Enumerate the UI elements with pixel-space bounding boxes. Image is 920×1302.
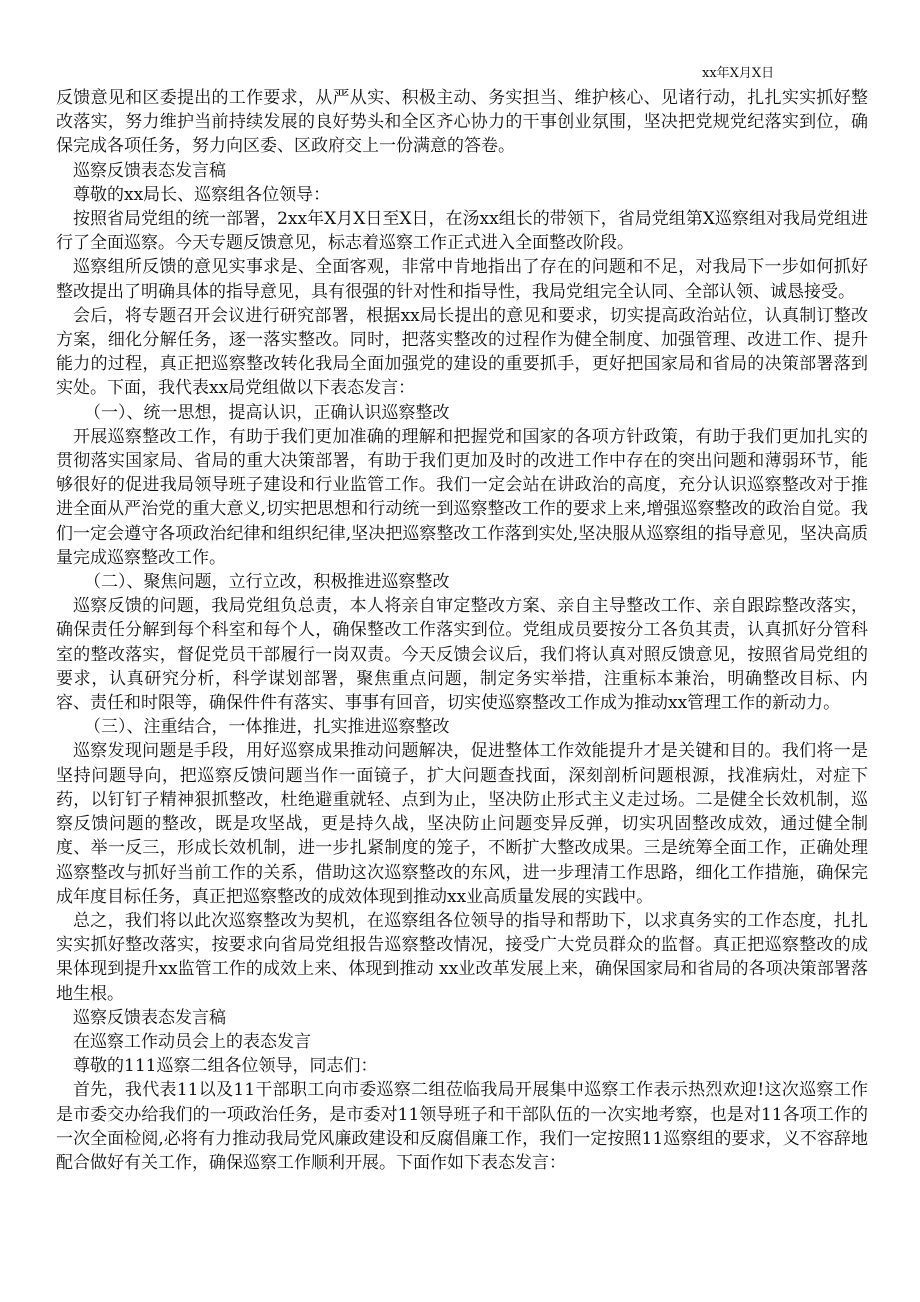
sub-heading-1: （一）、统一思想，提高认识，正确认识巡察整改 [84, 402, 450, 423]
paragraph: 按照省局党组的统一部署，2xx年X月X日至X日，在汤xx组长的带领下，省局党组第X巡察组对我局党组进行了全面巡察。今天专题反馈意见，标志着巡察工作正式进入全面整改阶段。 [56, 209, 868, 254]
sub-heading-2: （二）、聚焦问题，立行立改，积极推进巡察整改 [84, 572, 450, 593]
salutation: 尊敬的xx局长、巡察组各位领导： [73, 184, 331, 205]
paragraph: 首先，我代表11以及11干部职工向市委巡察二组莅临我局开展集中巡察工作表示热烈欢迎!这次巡察工作是市委交办给我们的一项政治任务，是市委对11领导班子和干部队伍的一次实地考察，也是对11各项工作的一次全面检阅,必将有力推动我局党风廉政建设和反腐倡廉工作，我们一定按照11巡察组的要求，义不容辞地配合做好有关工作，确保巡察工作顺利开展。下面作如下表态发言： [56, 1080, 868, 1173]
section-subtitle: 在巡察工作动员会上的表态发言 [73, 1031, 311, 1052]
document-date: xx年X月X日 [702, 66, 775, 81]
sub-heading-3: （三）、注重结合，一体推进，扎实推进巡察整改 [84, 717, 450, 738]
salutation: 尊敬的111巡察二组各位领导，同志们： [73, 1056, 378, 1077]
paragraph: 巡察发现问题是手段，用好巡察成果推动问题解决，促进整体工作效能提升才是关键和目的。我们将一是坚持问题导向，把巡察反馈问题当作一面镜子，扩大问题查找面，深刻剖析问题根源，找准病灶，对症下药，以钉钉子精神狠抓整改，杜绝避重就轻、点到为止，坚决防止形式主义走过场。二是健全长效机制，巡察反馈问题的整改，既是攻坚战，更是持久战，坚决防止问题变异反弹，切实巩固整改成效，通过健全制度、举一反三，形成长效机制，进一步扎紧制度的笼子，不断扩大整改成果。三是统筹全面工作，正确处理巡察整改与抓好当前工作的关系，借助这次巡察整改的东风，进一步理清工作思路，细化工作措施，确保完成年度目标任务，真正把巡察整改的成效体现到推动xx业高质量发展的实践中。 [56, 741, 868, 907]
paragraph: 总之，我们将以此次巡察整改为契机，在巡察组各位领导的指导和帮助下，以求真务实的工作态度，扎扎实实抓好整改落实，按要求向省局党组报告巡察整改情况，接受广大党员群众的监督。真正把巡察整改的成果体现到提升xx监管工作的成效上来、体现到推动 xx业改革发展上来，确保国家局和省局的各项决策部署落地生根。 [56, 910, 868, 1004]
paragraph: 会后，将专题召开会议进行研究部署，根据xx局长提出的意见和要求，切实提高政治站位，认真制订整改方案，细化分解任务，逐一落实整改。同时，把落实整改的过程作为健全制度、加强管理、改进工作、提升能力的过程，真正把巡察整改转化我局全面加强党的建设的重要抓手，更好把国家局和省局的决策部署落到实处。下面，我代表xx局党组做以下表态发言： [56, 305, 868, 399]
paragraph: 巡察组所反馈的意见实事求是、全面客观，非常中肯地指出了存在的问题和不足，对我局下一步如何抓好整改提出了明确具体的指导意见，具有很强的针对性和指导性，我局党组完全认同、全部认领、诚恳接受。 [56, 257, 868, 302]
document-body [56, 86, 868, 1175]
section-title: 巡察反馈表态发言稿 [73, 160, 226, 181]
paragraph-continuation: 反馈意见和区委提出的工作要求，从严从实、积极主动、务实担当、维护核心、见诸行动，扎扎实实抓好整改落实，努力维护当前持续发展的良好势头和全区齐心协力的干事创业氛围，坚决把党规党纪落实到位，确保完成各项任务，努力向区委、区政府交上一份满意的答卷。 [56, 88, 868, 157]
paragraph: 开展巡察整改工作，有助于我们更加准确的理解和把握党和国家的各项方针政策，有助于我们更加扎实的贯彻落实国家局、省局的重大决策部署，有助于我们更加及时的改进工作中存在的突出问题和薄弱环节，能够很好的促进我局领导班子建设和行业监管工作。我们一定会站在讲政治的高度，充分认识巡察整改对于推进全面从严治党的重大意义,切实把思想和行动统一到巡察整改工作的要求上来,增强巡察整改的政治自觉。我们一定会遵守各项政治纪律和组织纪律,坚决把巡察整改工作落到实处,坚决服从巡察组的指导意见，坚决高质量完成巡察整改工作。 [56, 426, 868, 568]
section-title: 巡察反馈表态发言稿 [73, 1007, 226, 1028]
paragraph: 巡察反馈的问题，我局党组负总责，本人将亲自审定整改方案、亲自主导整改工作、亲自跟踪整改落实，确保责任分解到每个科室和每个人，确保整改工作落实到位。党组成员要按分工各负其责，认真抓好分管科室的整改落实，督促党员干部履行一岗双责。今天反馈会议后，我们将认真对照反馈意见，按照省局党组的要求，认真研究分析，科学谋划部署，聚焦重点问题，制定务实举措，注重标本兼治，明确整改目标、内容、责任和时限等，确保件件有落实、事事有回音，切实使巡察整改工作成为推动xx管理工作的新动力。 [56, 596, 868, 714]
